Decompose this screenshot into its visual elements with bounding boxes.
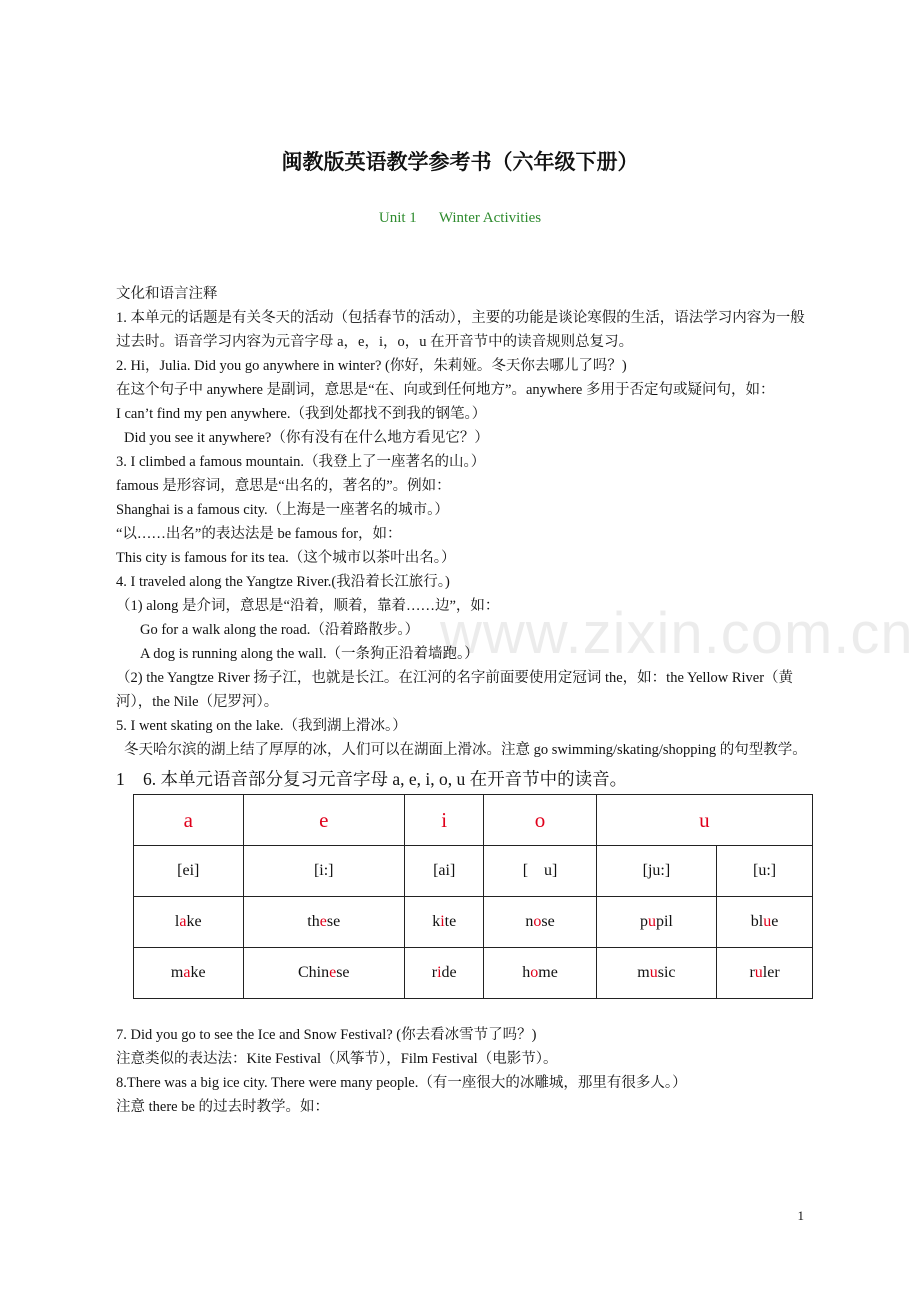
vowel-header-row	[134, 795, 813, 846]
example-word-cell	[243, 948, 404, 999]
highlighted-vowel: i	[440, 913, 445, 930]
word-part: Chin	[297, 964, 330, 981]
sound-cell: [ai]	[404, 846, 484, 897]
document-body	[116, 282, 812, 1119]
sound-cell: [u:]	[717, 846, 813, 897]
example-word-cell	[596, 948, 716, 999]
text-line: “以……出名”的表达法是 be famous for，如：	[116, 526, 402, 542]
sound-cell: [ei]	[134, 846, 244, 897]
page-title: 闽教版英语教学参考书（六年级下册）	[281, 150, 639, 174]
word-part: m	[170, 964, 184, 981]
text-line: Go for a walk along the road.（沿着路散步。）	[140, 622, 420, 638]
word-part: r	[431, 964, 438, 981]
text-line: 4. I traveled along the Yangtze River.(我沿着长江旅行。)	[116, 574, 450, 590]
word-part: n	[525, 913, 534, 930]
word-part: h	[522, 964, 531, 981]
text-line: Shanghai is a famous city.（上海是一座著名的城市。）	[116, 502, 449, 518]
vowel-table	[133, 794, 813, 999]
page-number: 1	[797, 1208, 804, 1223]
sound-cell: [ u]	[484, 846, 596, 897]
text-line: 在这个句子中 anywhere 是副词，意思是“在、向或到任何地方”。anywhere 多用于否定句或疑问句，如：	[116, 382, 775, 398]
highlighted-vowel: o	[530, 964, 539, 981]
word-part: sic	[657, 964, 676, 981]
word-part: ler	[762, 964, 780, 981]
item-6-text: 6. 本单元语音部分复习元音字母 a, e, i, o, u 在开音节中的读音。	[143, 769, 628, 789]
word-part: e	[771, 913, 779, 930]
text-line: A dog is running along the wall.（一条狗正沿着墙跑。）	[140, 646, 479, 662]
text-line: 1. 本单元的话题是有关冬天的活动（包括春节的活动），主要的功能是谈论寒假的生活，语法学习内容为一般过去时。语音学习内容为元音字母 a，e，i，o，u 在开音节中的读音规则总复习。	[116, 310, 805, 350]
unit-title	[0, 210, 920, 227]
highlighted-vowel: a	[183, 964, 191, 981]
watermark: www.zixin.com.cn	[440, 601, 914, 666]
highlighted-vowel: e	[329, 964, 337, 981]
example-word-cell	[404, 897, 484, 948]
text-line: 5. I went skating on the lake.（我到湖上滑冰。）	[116, 718, 407, 734]
example-word-cell	[243, 897, 404, 948]
text-line: 8.There was a big ice city. There were many people.（有一座很大的冰雕城，那里有很多人。）	[116, 1075, 687, 1091]
vowel-header-i: i	[404, 795, 484, 846]
notes-section	[116, 282, 812, 762]
vowel-header-u: u	[596, 795, 812, 846]
text-line: 文化和语言注释	[116, 286, 218, 302]
word-part: th	[307, 913, 320, 930]
vowel-header-e: e	[243, 795, 404, 846]
highlighted-vowel: a	[179, 913, 187, 930]
word-part: te	[444, 913, 457, 930]
text-line: 2. Hi，Julia. Did you go anywhere in winter? (你好，朱莉娅。冬天你去哪儿了吗？)	[116, 358, 627, 374]
text-line: famous 是形容词，意思是“出名的，著名的”。例如：	[116, 478, 451, 494]
highlighted-vowel: o	[533, 913, 542, 930]
word-part: pil	[655, 913, 673, 930]
highlighted-vowel: u	[754, 964, 763, 981]
example-word-cell	[484, 948, 596, 999]
highlighted-vowel: u	[763, 913, 772, 930]
word-part: r	[749, 964, 755, 981]
example-word-cell	[134, 897, 244, 948]
text-line: （1) along 是介词，意思是“沿着，顺着，靠着……边”，如：	[116, 598, 500, 614]
vowel-header-o: o	[484, 795, 596, 846]
word-part: k	[432, 913, 441, 930]
word-part: ke	[186, 913, 202, 930]
text-line: 注意 there be 的过去时教学。如：	[116, 1099, 330, 1115]
item-6-prefix: 1	[116, 769, 125, 789]
word-part: se	[541, 913, 555, 930]
example-word-cell	[717, 948, 813, 999]
highlighted-vowel: u	[647, 913, 656, 930]
text-line: 7. Did you go to see the Ice and Snow Festival? (你去看冰雪节了吗？)	[116, 1027, 537, 1043]
word-part: se	[326, 913, 341, 930]
sound-cell: [ju:]	[596, 846, 716, 897]
highlighted-vowel: e	[319, 913, 327, 930]
word-part: se	[336, 964, 350, 981]
vowel-header-a: a	[134, 795, 244, 846]
sound-cell: [i:]	[243, 846, 404, 897]
word-part: p	[639, 913, 648, 930]
example-row-2	[134, 948, 813, 999]
text-line: 3. I climbed a famous mountain.（我登上了一座著名的山。）	[116, 454, 486, 470]
unit-name: Winter Activities	[438, 210, 542, 226]
word-part: me	[538, 964, 558, 981]
example-word-cell	[596, 897, 716, 948]
sound-row	[134, 846, 813, 897]
text-line: I can’t find my pen anywhere.（我到处都找不到我的钢笔。）	[116, 406, 487, 422]
text-line: Did you see it anywhere?（你有没有在什么地方看见它？）	[124, 430, 489, 446]
text-line: 冬天哈尔滨的湖上结了厚厚的冰，人们可以在湖面上滑冰。注意 go swimming/skating/shopping 的句型教学。	[124, 742, 807, 758]
notes-section-continued	[116, 1023, 812, 1119]
text-line: 注意类似的表达法：Kite Festival（风筝节），Film Festival（电影节）。	[116, 1051, 558, 1067]
word-part: bl	[750, 913, 764, 930]
example-row-1	[134, 897, 813, 948]
word-part: de	[441, 964, 457, 981]
word-part: l	[174, 913, 180, 930]
text-line: （2) the Yangtze River 扬子江，也就是长江。在江河的名字前面要使用定冠词 the，如：the Yellow River（黄河），the Nile（尼罗河）。	[116, 670, 794, 710]
text-line: This city is famous for its tea.（这个城市以茶叶出名。）	[116, 550, 456, 566]
example-word-cell	[717, 897, 813, 948]
word-part: m	[637, 964, 650, 981]
unit-label: Unit 1	[378, 210, 417, 226]
highlighted-vowel: i	[437, 964, 442, 981]
example-word-cell	[404, 948, 484, 999]
example-word-cell	[134, 948, 244, 999]
example-word-cell	[484, 897, 596, 948]
highlighted-vowel: u	[649, 964, 658, 981]
word-part: ke	[190, 964, 206, 981]
item-6-heading	[116, 766, 812, 792]
